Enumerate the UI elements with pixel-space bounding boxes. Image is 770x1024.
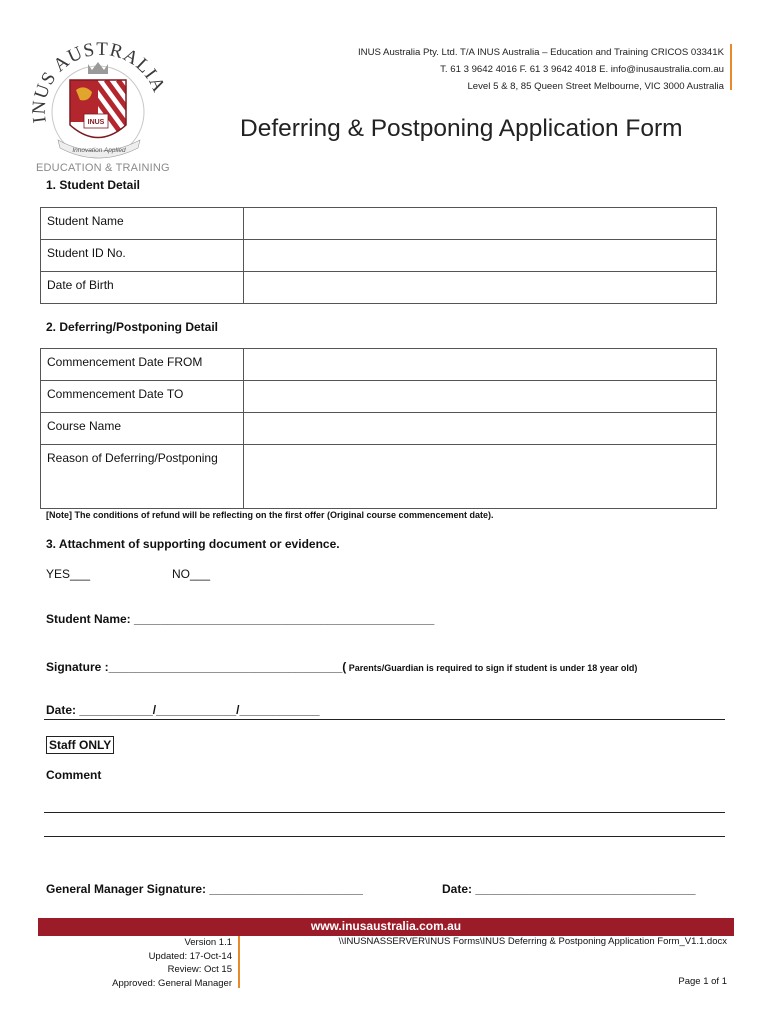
staff-only-badge: Staff ONLY xyxy=(46,736,114,754)
course-name-label: Course Name xyxy=(41,413,244,445)
header-contact xyxy=(358,44,724,95)
comment-line-2[interactable] xyxy=(44,836,725,837)
section-divider xyxy=(44,719,725,720)
student-name-label: Student Name xyxy=(41,208,244,240)
logo-shield-text: INUS xyxy=(87,119,105,126)
date-of-birth-label: Date of Birth xyxy=(41,272,244,304)
reason-field[interactable] xyxy=(244,445,717,509)
commencement-from-field[interactable] xyxy=(244,349,717,381)
header-divider xyxy=(730,44,732,90)
header-line-3: Level 5 & 8, 85 Queen Street Melbourne, VIC 3000 Australia xyxy=(467,81,724,92)
section-3-heading: 3. Attachment of supporting document or evidence. xyxy=(46,537,340,551)
section-2-heading: 2. Deferring/Postponing Detail xyxy=(46,320,219,334)
attachment-yes[interactable]: YES___ xyxy=(46,567,91,581)
attachment-no[interactable]: NO___ xyxy=(172,567,211,581)
commencement-from-label: Commencement Date FROM xyxy=(41,349,244,381)
logo-arc-text: INUS AUSTRALIA xyxy=(28,40,168,125)
signature-line[interactable] xyxy=(46,658,637,676)
course-name-field[interactable] xyxy=(244,413,717,445)
commencement-to-field[interactable] xyxy=(244,381,717,413)
signature-note: Parents/Guardian is required to sign if student is under 18 year old) xyxy=(346,663,638,673)
deferring-detail-table xyxy=(40,348,717,509)
footer-review: Review: Oct 15 xyxy=(167,964,232,975)
student-name-line[interactable]: Student Name: _____________________________________________ xyxy=(46,612,435,626)
inus-logo xyxy=(28,40,168,175)
logo-tagline: EDUCATION & TRAINING xyxy=(36,162,170,174)
comment-line-1[interactable] xyxy=(44,812,725,813)
page-number: Page 1 of 1 xyxy=(678,976,727,987)
footer-updated: Updated: 17-Oct-14 xyxy=(148,950,232,962)
student-id-field[interactable] xyxy=(244,240,717,272)
date-line[interactable]: Date: ___________/____________/____________ xyxy=(46,703,320,717)
gm-date-line[interactable]: Date: _________________________________ xyxy=(442,882,696,896)
footer-website-link[interactable]: www.inusaustralia.com.au xyxy=(310,919,462,933)
signature-label: Signature :___________________________________( xyxy=(46,660,347,674)
date-of-birth-field[interactable] xyxy=(244,272,717,304)
header-line-1: INUS Australia Pty. Ltd. T/A INUS Australia – Education and Training CRICOS 03341K xyxy=(358,47,724,58)
refund-note: [Note] The conditions of refund will be reflecting on the first offer (Original course commencement date). xyxy=(46,510,494,520)
footer-version-info xyxy=(112,936,232,990)
footer-version: Version 1.1 xyxy=(184,937,232,948)
student-detail-table xyxy=(40,207,717,304)
reason-label: Reason of Deferring/Postponing xyxy=(41,445,244,509)
commencement-to-label: Commencement Date TO xyxy=(41,381,244,413)
comment-label: Comment xyxy=(46,768,102,782)
footer-divider xyxy=(238,936,240,988)
student-name-field[interactable] xyxy=(244,208,717,240)
section-1-heading: 1. Student Detail xyxy=(46,178,141,192)
gm-signature-line[interactable]: General Manager Signature: _______________________ xyxy=(46,882,363,896)
footer-approved: Approved: General Manager xyxy=(112,977,232,989)
header-line-2: T. 61 3 9642 4016 F. 61 3 9642 4018 E. info@inusaustralia.com.au xyxy=(440,64,724,75)
page-title: Deferring & Postponing Application Form xyxy=(240,115,683,142)
logo-motto: Innovation Applied xyxy=(72,147,126,154)
student-id-label: Student ID No. xyxy=(41,240,244,272)
footer-file-path: \\INUSNASSERVER\INUS Forms\INUS Deferring & Postponing Application Form_V1.1.docx xyxy=(338,936,727,947)
